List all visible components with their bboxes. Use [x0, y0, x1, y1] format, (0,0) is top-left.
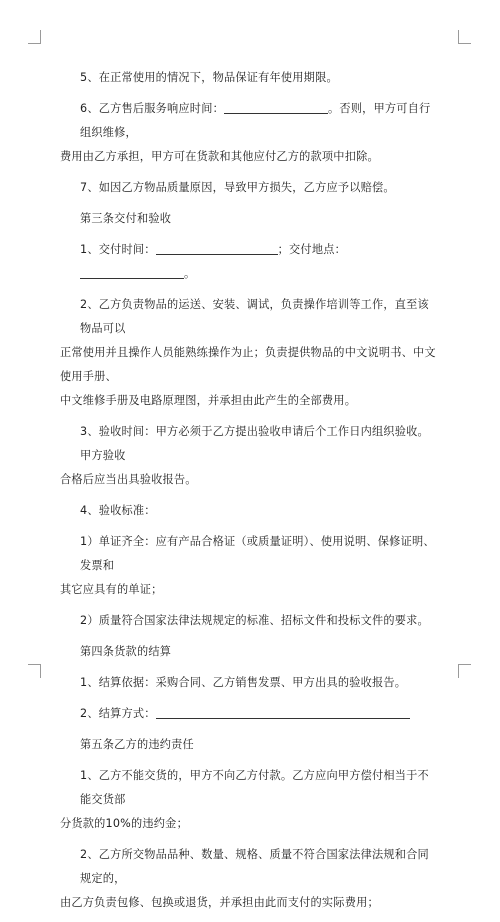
crop-mark-bottom-left-v: [40, 664, 41, 678]
standard-1: [60, 530, 440, 602]
article-3-title: 第三条交付和验收: [80, 212, 172, 225]
document-body: [60, 66, 440, 922]
breach-1: [60, 764, 440, 836]
crop-mark-bottom-right-h: [459, 664, 471, 665]
acceptance-standard-label: 4、验收标准：: [80, 504, 156, 517]
delivery-3-line-2: 合格后应当出具验收报告。: [60, 473, 197, 486]
clause-5: [80, 66, 440, 90]
breach-2-line-1: 2、乙方所交物品品种、数量、规格、质量不符合国家法律法规和合同规定的，: [80, 848, 429, 885]
breach-2-line-2: 由乙方负责包修、包换或退货，并承担由此而支付的实际费用；: [60, 896, 379, 909]
crop-mark-top-left-v: [40, 30, 41, 44]
delivery-1: [80, 238, 440, 286]
clause-6-line-1: [80, 97, 440, 145]
clause-7-text: 7、如因乙方物品质量原因，导致甲方损失，乙方应予以赔偿。: [80, 181, 395, 194]
delivery-3: [60, 420, 440, 492]
crop-mark-bottom-right-v: [458, 664, 459, 678]
crop-mark-top-right-v: [458, 30, 459, 44]
standard-2: [80, 609, 440, 633]
clause-6-text-pre: 6、乙方售后服务响应时间：: [80, 102, 224, 115]
standard-1-line-2: 其它应具有的单证；: [60, 583, 163, 596]
delivery-time-blank: [156, 241, 278, 255]
standard-2-text: 2）质量符合国家法律法规规定的标准、招标文件和投标文件的要求。: [80, 614, 429, 627]
delivery-place-blank: [80, 265, 184, 279]
settlement-method-label: 2、结算方式：: [80, 707, 156, 720]
crop-mark-top-right-h: [459, 43, 471, 44]
delivery-2-line-1: 2、乙方负责物品的运送、安装、调试，负责操作培训等工作，直至该物品可以: [80, 298, 429, 335]
delivery-1-end: 。: [184, 267, 196, 280]
article-5-heading: [80, 733, 440, 757]
delivery-time-label: 1、交付时间：: [80, 243, 156, 256]
article-4-heading: [80, 640, 440, 664]
clause-6: [60, 97, 440, 169]
article-3-heading: [80, 207, 440, 231]
response-time-blank: [224, 100, 328, 114]
settlement-1: [80, 671, 440, 695]
clause-6-text-line2: 费用由乙方承担，甲方可在货款和其他应付乙方的款项中扣除。: [60, 150, 379, 163]
clause-6-text-post: 。否则，甲方可自行组织维修，: [80, 102, 431, 139]
clause-5-text: 5、在正常使用的情况下，物品保证有年使用期限。: [80, 71, 338, 84]
delivery-2: [60, 293, 440, 413]
delivery-2-line-3: 中文维修手册及电路原理图，并承担由此产生的全部费用。: [60, 394, 357, 407]
delivery-place-label: ；交付地点：: [277, 243, 346, 256]
breach-1-line-1: 1、乙方不能交货的，甲方不向乙方付款。乙方应向甲方偿付相当于不能交货部: [80, 769, 429, 806]
crop-mark-top-left-h: [28, 43, 40, 44]
delivery-2-line-2: 正常使用并且操作人员能熟练操作为止；负责提供物品的中文说明书、中文使用手册、: [60, 346, 436, 383]
article-4-title: 第四条货款的结算: [80, 645, 172, 658]
breach-2: [60, 843, 440, 915]
article-5-title: 第五条乙方的违约责任: [80, 738, 194, 751]
settlement-method-blank: [156, 705, 410, 719]
settlement-2: [80, 702, 440, 726]
standard-1-line-1: 1）单证齐全：应有产品合格证（或质量证明）、使用说明、保修证明、发票和: [80, 535, 435, 572]
clause-7: [80, 176, 440, 200]
settlement-1-text: 1、结算依据：采购合同、乙方销售发票、甲方出具的验收报告。: [80, 676, 407, 689]
clause-6-line-2: [60, 145, 440, 169]
crop-mark-bottom-left-h: [28, 664, 40, 665]
breach-1-line-2: 分货款的10%的违约金；: [60, 817, 188, 830]
delivery-4: [80, 499, 440, 523]
delivery-3-line-1: 3、验收时间：甲方必须于乙方提出验收申请后个工作日内组织验收。甲方验收: [80, 425, 429, 462]
